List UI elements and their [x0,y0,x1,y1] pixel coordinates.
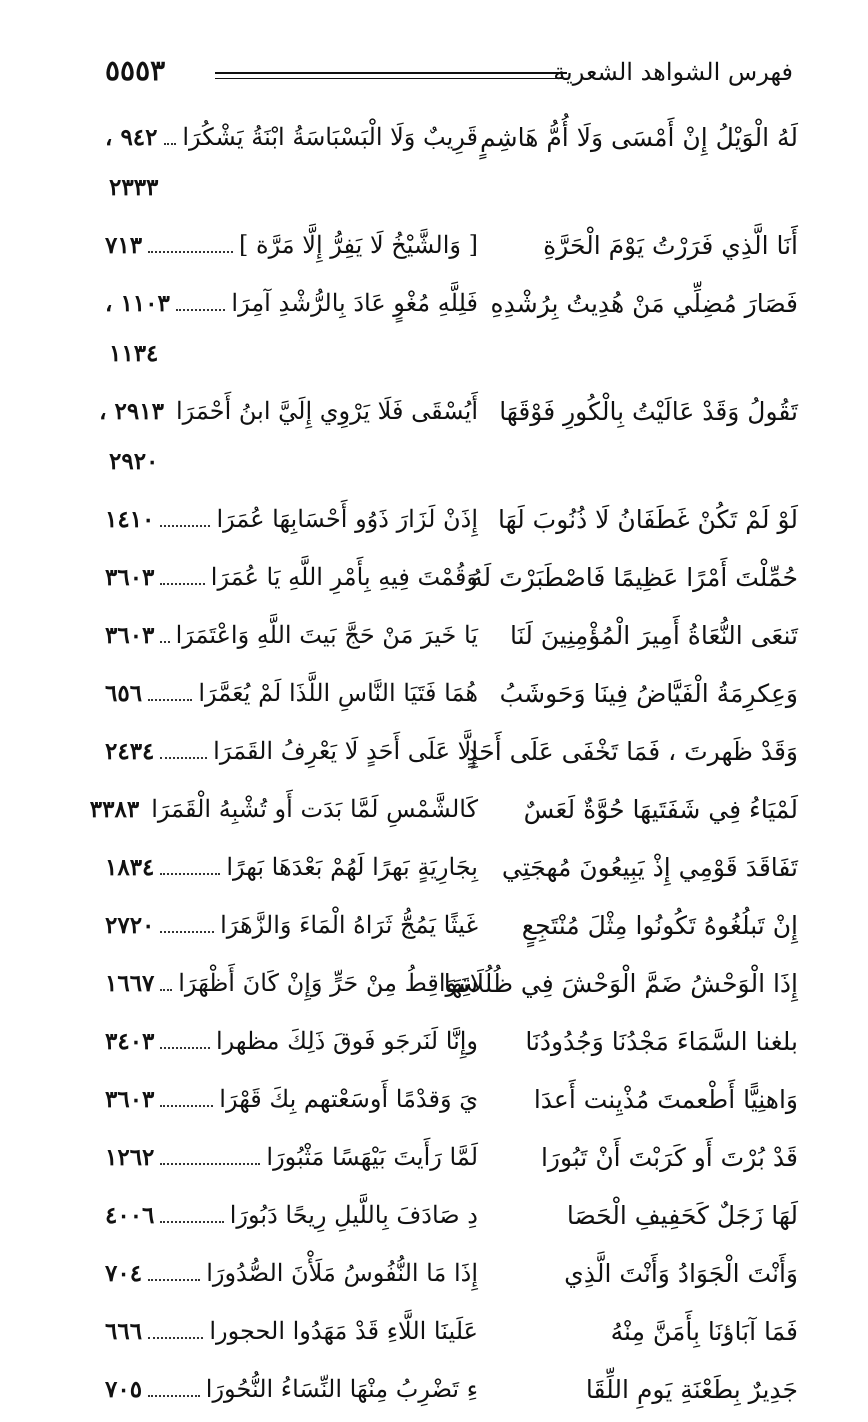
verse-line [89,784,798,834]
first-hemistich: لَمْيَاءُ فِي شَفَتَيهَا حُوَّةٌ لَعَسٌ [523,794,798,824]
first-hemistich: لَهُ الْوَيْلُ إِنْ أَمْسَى وَلَا أُمُّ هَاشِمٍ [480,122,798,152]
second-hemistich-text: عَلَينَا اللَّاءِ قَدْ مَهَدُوا الحجورا [209,1317,478,1345]
first-hemistich: بلغنا السَّمَاءَ مَجْدُنَا وَجُدُودُنَا [525,1026,798,1056]
second-hemistich-text: وَقُمْتَ فِيهِ بِأَمْرِ اللَّهِ يَا عُمَرَا [210,563,478,591]
second-hemistich-text: [ وَالشَّيْخُ لَا يَفِرُّ إِلَّا مَرَّة ] [239,231,478,259]
verse-entry [105,1190,798,1248]
second-hemistich [105,621,478,649]
dot-leader [160,1149,260,1165]
dot-leader [160,859,220,875]
first-hemistich: تَقُولُ وَقَدْ عَالَيْتُ بِالْكُورِ فَوْقَهَا [499,396,798,426]
page-header [105,52,793,92]
running-title: فهرس الشواهد الشعرية [553,58,793,86]
reference-number: ٤٠٠٦ [105,1202,155,1229]
verse-entry [105,552,798,610]
dot-leader [160,627,169,643]
first-hemistich: لَهَا زَجَلٌ كَحَفِيفِ الْحَصَا [566,1200,798,1230]
reference-number: ٢٤٣٤ [105,738,155,765]
verse-line [105,1074,798,1124]
reference-number: ١٤١٠ [105,506,155,533]
second-hemistich-text: إِذَا مَا النُّفُوسُ مَلَأْنَ الصُّدُورَا [206,1259,478,1287]
verse-line [105,1016,798,1066]
reference-number: ٩٤٢ ، [105,124,158,151]
reference-continuation: ١١٣٤ [109,339,159,367]
first-hemistich: فَصَارَ مُضِلِّي مَنْ هُدِيتُ بِرُشْدِهِ [490,288,798,318]
verse-index [89,112,798,1422]
second-hemistich [105,231,478,259]
first-hemistich: وَعِكرِمَةُ الْفَيَّاضُ فِينَا وَحَوشَبُ [499,678,798,708]
second-hemistich-text: بِجَارِيَةٍ بَهرًا لَهُمْ بَعْدَهَا بَهرًا [226,853,478,881]
verse-line [105,842,798,892]
page-number: ٥٥٥٣ [105,54,166,87]
verse-entry [99,386,798,494]
second-hemistich [105,505,478,533]
second-hemistich-text: كَالشَّمْسِ لَمَّا بَدَت أَو تُشْبِهُ الْقَمَرَا [151,795,478,823]
reference-number: ٦٥٦ [105,680,143,707]
reference-number: ١٨٣٤ [105,854,155,881]
second-hemistich [105,1317,478,1345]
verse-entry [105,1248,798,1306]
second-hemistich [105,1259,478,1287]
reference-number: ٢٩١٣ ، [99,398,164,425]
first-hemistich: إِذَا الْوَحْشُ ضَمَّ الْوَحْشَ فِي ظُلُلَاتِهَا [443,968,798,998]
second-hemistich [105,1201,478,1229]
dot-leader [160,743,207,759]
verse-entry [105,220,798,278]
second-hemistich-text: هُمَا فَتَيَا النَّاسِ اللَّذَا لَمْ يُعَمَّرَا [198,679,478,707]
second-hemistich-text: أَيُسْقَى فَلَا يَرْوِي إِلَيَّ ابنُ أَحْمَرَا [175,397,478,425]
second-hemistich [105,563,478,591]
verse-line [105,1248,798,1298]
verse-line [105,552,798,602]
second-hemistich [105,123,478,151]
reference-number: ٧١٣ [105,232,143,259]
verse-line [105,494,798,544]
second-hemistich [105,679,478,707]
verse-line [105,278,798,328]
second-hemistich [90,795,478,823]
first-hemistich: وَقَدْ ظَهرتَ ، فَمَا تَخْفَى عَلَى أَحَدٍ [466,736,798,766]
dot-leader [148,1265,200,1281]
first-hemistich: وَأَنْتَ الْجَوَادُ وَأَنْتَ الَّذِي [564,1258,798,1288]
second-hemistich-text: ءِ تَضْرِبُ مِنْهَا النِّسَاءُ النُّحُورَا [205,1375,478,1403]
reference-number: ٣٣٨٣ [89,796,140,823]
verse-entry [105,668,798,726]
dot-leader [148,685,192,701]
dot-leader [148,1381,200,1397]
verse-line [105,958,798,1008]
second-hemistich [105,737,478,765]
dot-leader [160,1033,210,1049]
reference-number: ٣٤٠٣ [105,1028,155,1055]
verse-entry [105,900,798,958]
verse-entry [105,278,798,386]
reference-number: ٢٧٢٠ [105,912,155,939]
reference-continuation: ٢٣٣٣ [109,173,159,201]
dot-leader [160,975,172,991]
second-hemistich [105,853,478,881]
dot-leader [160,1091,213,1107]
first-hemistich: تَنعَى النُّعَاةُ أَمِيرَ الْمُؤْمِنِينَ لَنَا [510,620,798,650]
reference-number: ٧٠٤ [105,1260,143,1287]
second-hemistich-text: قَرِيبٌ وَلَا الْبَسْبَاسَةُ ابْنَةُ يَشْكُرَا [182,123,478,151]
verse-line [105,1364,798,1414]
reference-number: ٣٦٠٣ [105,1086,155,1113]
second-hemistich-text: يَ وَقدْمًا أَوسَعْتهم بِكَ قَهْرَا [219,1085,478,1113]
reference-number: ٦٦٦ [105,1318,143,1345]
reference-number: ١٢٦٢ [105,1144,155,1171]
dot-leader [164,129,177,145]
verse-entry [105,726,798,784]
reference-number: ١١٠٣ ، [105,290,170,317]
verse-line [99,386,798,436]
verse-entry [105,958,798,1016]
verse-line [105,1132,798,1182]
second-hemistich-text: لَمَّا رَأَيتَ بَيْهَسًا مَثْبُورَا [266,1143,478,1171]
verse-entry [105,842,798,900]
verse-line [105,668,798,718]
verse-entry [105,1306,798,1364]
first-hemistich: فَمَا آبَاؤنَا بِأَمَنَّ مِنْهُ [610,1316,798,1346]
first-hemistich: حُمِّلْتَ أَمْرًا عَظِيمًا فَاصْطَبَرْتَ لَهُ [470,562,798,592]
dot-leader [160,1207,223,1223]
second-hemistich-text: دِ صَادَفَ بِاللَّيلِ رِيحًا دَبُورَا [229,1201,478,1229]
verse-entry [105,610,798,668]
reference-number: ٣٦٠٣ [105,622,155,649]
dot-leader [176,295,226,311]
verse-entry [105,1016,798,1074]
second-hemistich-text: إِلَّا عَلَى أَحَدٍ لَا يَعْرِفُ القَمَرَا [213,737,478,765]
verse-entry [105,112,798,220]
second-hemistich [105,289,478,317]
first-hemistich: تَفَاقَدَ قَوْمِي إِذْ يَبِيعُونَ مُهجَتِي [501,852,798,882]
verse-line [105,112,798,162]
reference-continuation: ٢٩٢٠ [109,447,159,475]
verse-entry [105,1364,798,1422]
dot-leader [160,917,214,933]
verse-entry [89,784,798,842]
verse-line [105,726,798,776]
verse-entry [105,1132,798,1190]
dot-leader [160,511,210,527]
verse-line [105,900,798,950]
second-hemistich-text: إِذَنْ لَزَارَ ذَوُو أَحْسَابِهَا عُمَرَا [216,505,478,533]
second-hemistich [105,1143,478,1171]
second-hemistich-text: فَلِلَّهِ مُغْوٍ عَادَ بِالرُّشْدِ آمِرَا [231,289,478,317]
dot-leader [148,1323,203,1339]
verse-entry [105,1074,798,1132]
second-hemistich [105,969,478,997]
reference-number: ١٦٦٧ [105,970,155,997]
second-hemistich-text: وإِنَّا لَنَرجَو فَوقَ ذَلِكَ مظهرا [215,1027,478,1055]
reference-number: ٧٠٥ [105,1376,143,1403]
dot-leader [160,569,204,585]
verse-line [105,610,798,660]
reference-number: ٣٦٠٣ [105,564,155,591]
first-hemistich: إِنْ تَبلُغُوهُ تَكُونُوا مِثْلَ مُنْتَجِعٍ [521,910,798,940]
second-hemistich-text: يَا خَيرَ مَنْ حَجَّ بَيتَ اللَّهِ وَاعْتَمَرَا [175,621,478,649]
second-hemistich [105,1375,478,1403]
first-hemistich: أَنَا الَّذِي فَرَرْتُ يَوْمَ الْحَرَّةِ [543,230,798,260]
first-hemistich: وَاهنِيًّا أَطْعمتَ مُذْيِنت أَعدَا [533,1084,798,1114]
first-hemistich: جَدِيرٌ بِطَعْنَةِ يَومِ اللِّقَا [585,1374,798,1404]
verse-entry [105,494,798,552]
second-hemistich-text: سَوَاقِطُ مِنْ حَرٍّ وَإِنْ كَانَ أَظْهَرَا [178,969,478,997]
verse-line [105,1190,798,1240]
header-rule [215,72,567,79]
verse-line [105,220,798,270]
second-hemistich [105,1085,478,1113]
dot-leader [148,237,233,253]
first-hemistich: قَدْ بُرْتَ أَو كَرَبْتَ أَنْ تَبُورَا [540,1142,798,1172]
second-hemistich [105,1027,478,1055]
first-hemistich: لَوْ لَمْ تَكُنْ غَطَفَانُ لَا ذُنُوبَ لَهَا [497,504,798,534]
second-hemistich [105,911,478,939]
verse-line [105,1306,798,1356]
second-hemistich [99,397,478,425]
second-hemistich-text: غَيثًا يَمُجُّ ثَرَاهُ الْمَاءَ وَالزَّهَرَا [220,911,478,939]
